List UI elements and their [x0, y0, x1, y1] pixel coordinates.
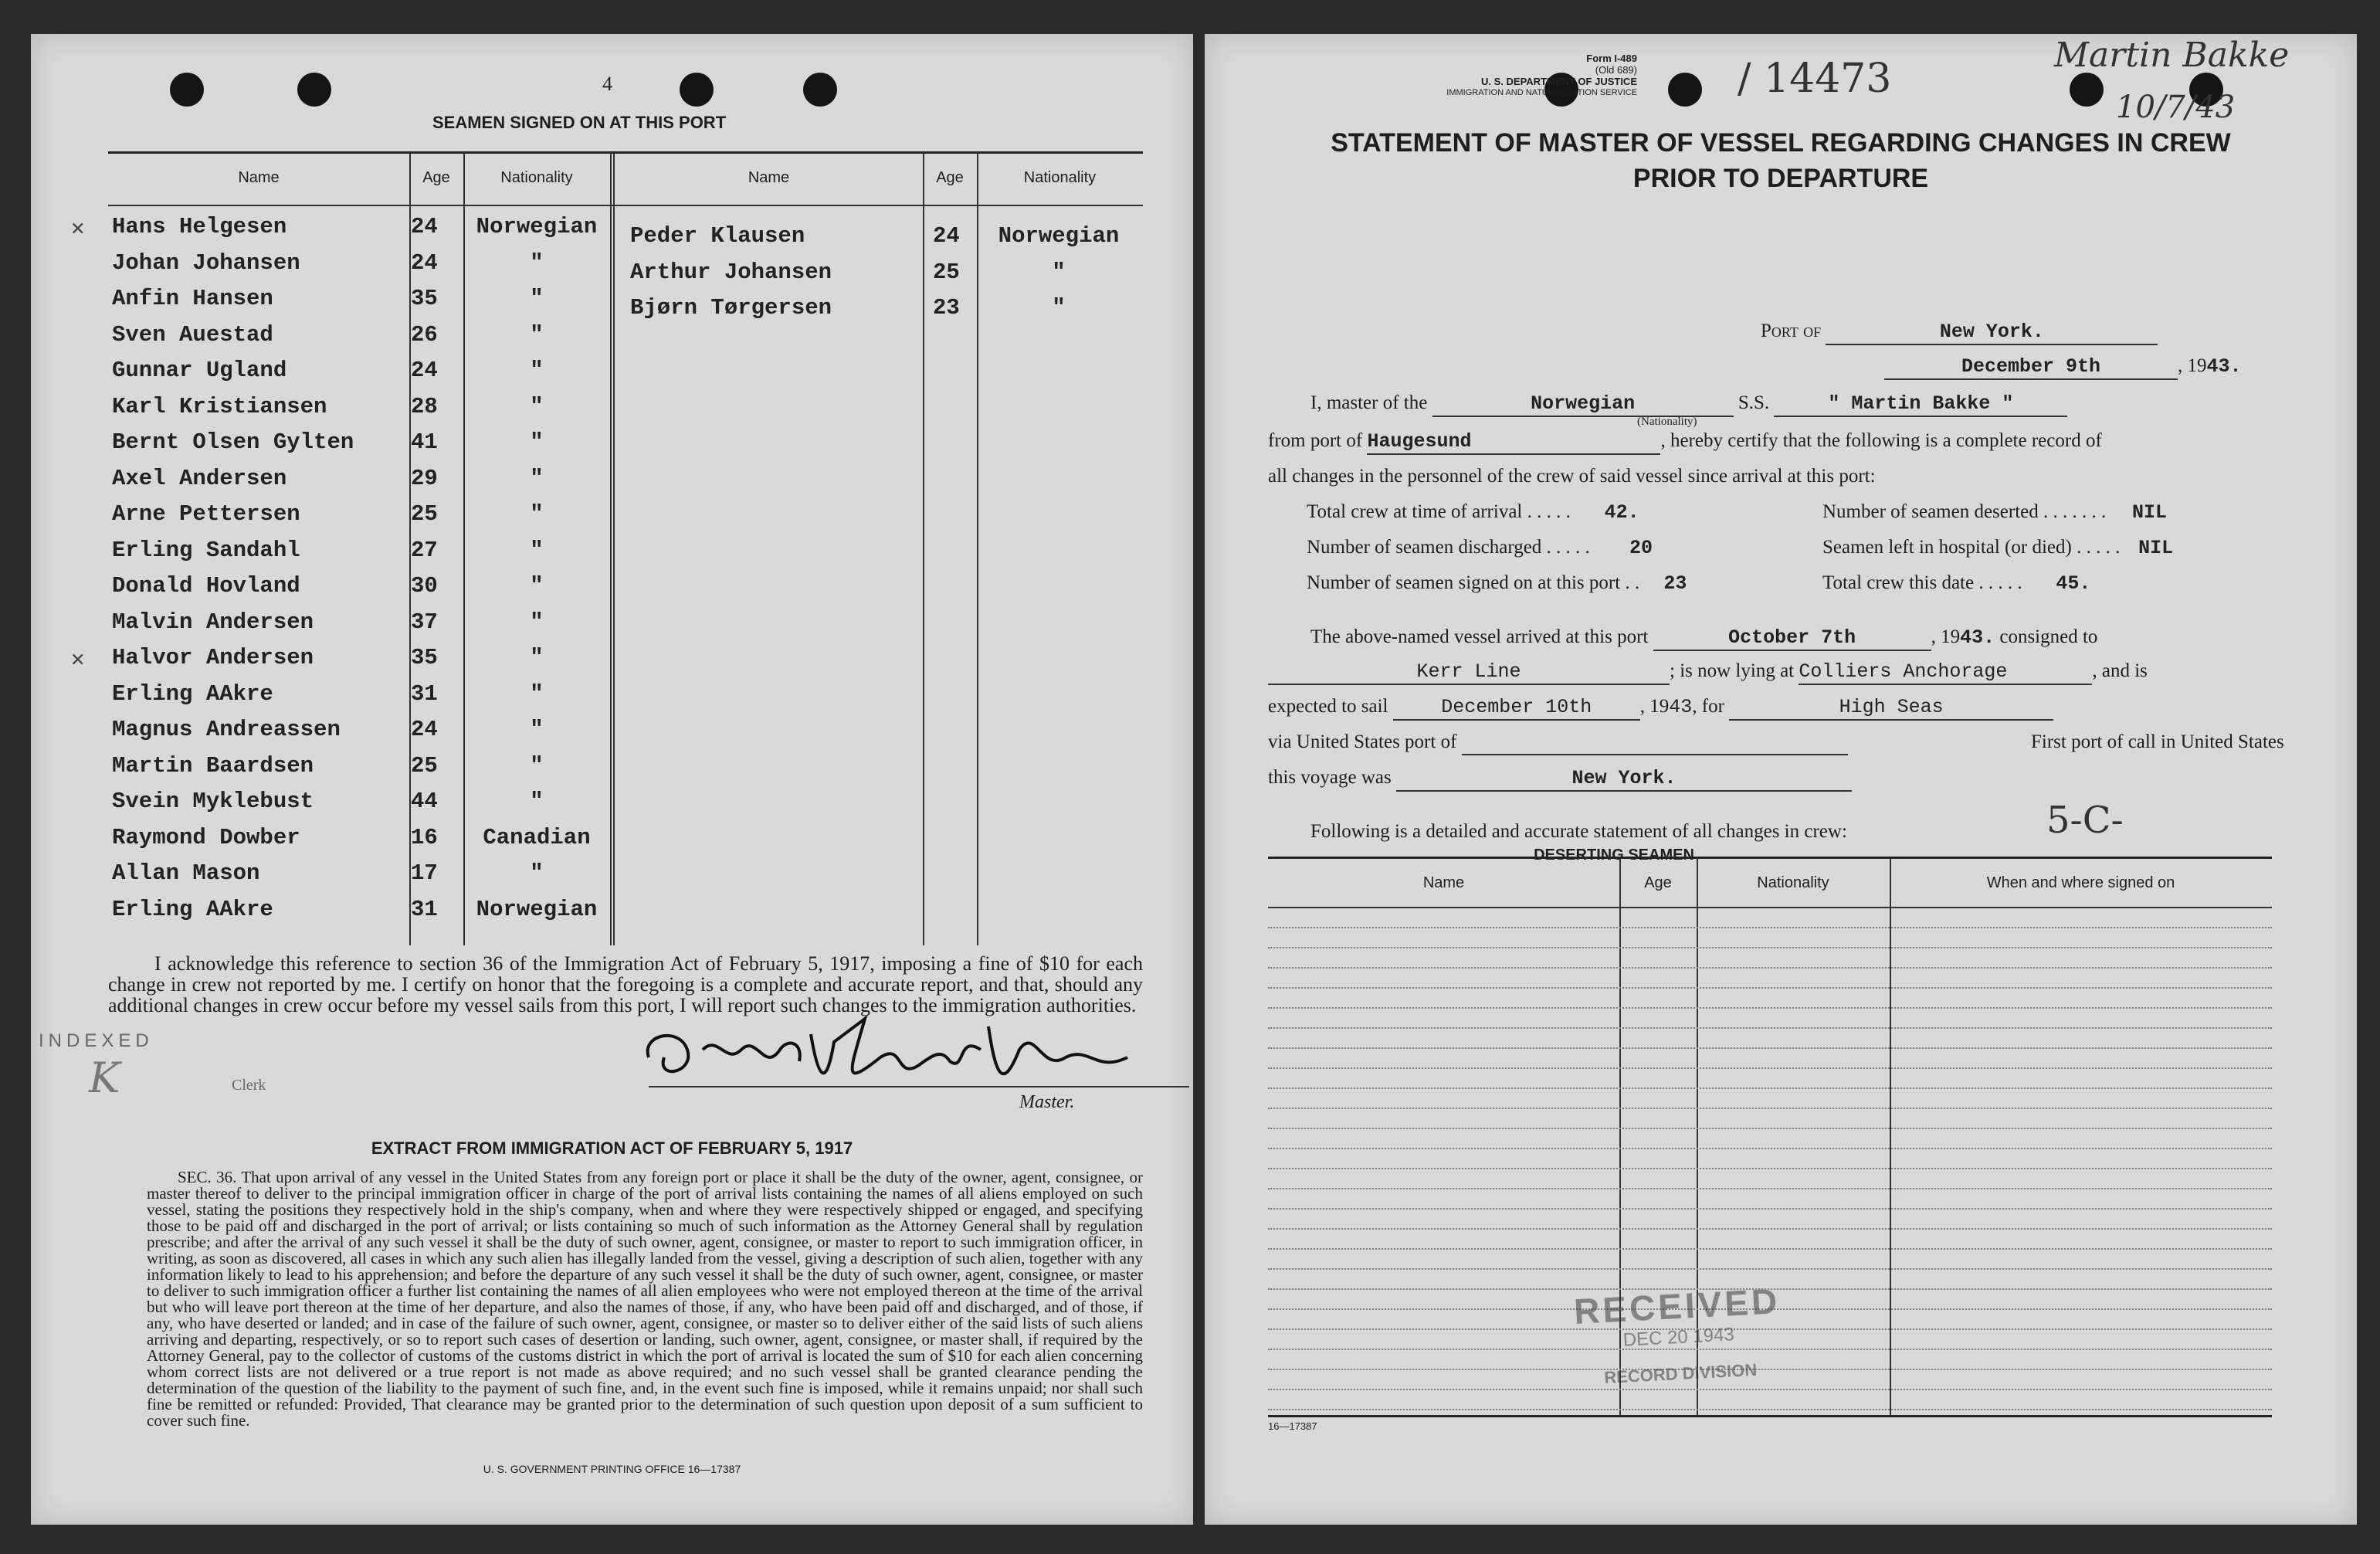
desert-row-line	[1268, 1248, 2272, 1250]
right-page: Form I-489 (Old 689) U. S. DEPARTMENT OF JUSTICE IMMIGRATION AND NATURALIZATION SERVICE / 14473 Martin Bakke 10/7/43 STATEMENT OF MASTER OF VESSEL REGARDING CHANGES IN CREW PRIOR TO DEPARTURE Port of New York. December 9th , 1943. I, master of the Norwegian S.S. " Martin Bakke " (Nationality) from port of Haugesund , hereby certify that the following is a complete record of all changes in the personnel of the crew of said vessel since arrival at this port: Total crew at time of arrival . . . . . 42. Number of seamen discharged . . . . . 20 Number of seamen signed on at this port . . 23 Number of seamen deserted . . . . . . . NIL Seamen left in hospital (or died) . . . . . NIL Total crew this date . . . . . 45. The above-named vessel arrived at this port October 7th , 1943. consigned to Kerr Line ; is now lying at Colliers Anchorage , and is expected to sail December 10th , 1943, for High Seas via United States port of First port of call in United States this voyage was New York. Following is a detailed and accurate statement of all changes in crew: 5-C- DESERTING SEAMEN Name Age Nationality When and where signed on RECEIVED DEC 20 1943 RECORD DIVISION 16—17387	[1205, 34, 2357, 1525]
crew-name: Erling Sandahl	[112, 537, 300, 563]
from-port-value: Haugesund	[1367, 430, 1660, 455]
desert-row-line	[1268, 1007, 2272, 1009]
crew-age: 35	[411, 645, 438, 670]
seamen-signed-on: 23	[1663, 572, 1687, 595]
total-crew-date: 45.	[2056, 572, 2091, 595]
crew-name: Halvor Andersen	[112, 645, 314, 670]
crew-age: 24	[933, 223, 960, 249]
crew-name: Johan Johansen	[112, 249, 300, 276]
punch-hole-icon	[297, 73, 331, 107]
crew-nationality: "	[530, 429, 544, 455]
hand-vessel-name: Martin Bakke	[2054, 36, 2290, 75]
crew-row	[108, 681, 610, 715]
seamen-discharged: 20	[1629, 537, 1653, 559]
crew-name: Hans Helgesen	[112, 214, 287, 239]
crew-name: Karl Kristiansen	[112, 393, 327, 419]
crew-nationality: "	[530, 501, 544, 527]
crew-name: Arne Pettersen	[112, 501, 300, 527]
vessel-nationality: Norwegian	[1432, 392, 1734, 417]
received-stamp: RECEIVED DEC 20 1943 RECORD DIVISION	[1573, 1280, 1785, 1389]
check-mark-icon: ✕	[71, 216, 85, 242]
seamen-signed-heading: SEAMEN SIGNED ON AT THIS PORT	[432, 113, 727, 132]
desert-row-line	[1268, 1067, 2272, 1069]
crew-name: Bernt Olsen Gylten	[112, 429, 354, 455]
form-header	[1205, 53, 1637, 99]
crew-age: 27	[411, 537, 438, 563]
crew-name: Erling AAkre	[112, 680, 273, 707]
crew-nationality: "	[1052, 295, 1066, 321]
crew-row	[615, 295, 1143, 329]
desert-row-line	[1268, 1188, 2272, 1189]
printing-office: U. S. GOVERNMENT PRINTING OFFICE 16—17387	[483, 1463, 741, 1475]
crew-age: 26	[411, 321, 438, 348]
crew-age: 44	[411, 789, 438, 814]
certify-text: all changes in the personnel of the crew of said vessel since arrival at this port:	[1268, 466, 1876, 487]
lying-at: Colliers Anchorage	[1799, 660, 2092, 685]
crew-nationality: Norwegian	[476, 214, 598, 239]
crew-name: Gunnar Ugland	[112, 358, 287, 383]
col-nationality: Nationality	[500, 169, 573, 186]
crew-name: Arthur Johansen	[630, 259, 832, 285]
desert-col-name: Name	[1422, 874, 1465, 891]
extract-title: EXTRACT FROM IMMIGRATION ACT OF FEBRUARY 5, 1917	[371, 1138, 853, 1158]
crew-name: Sven Auestad	[112, 321, 273, 348]
col-name-2: Name	[748, 169, 790, 186]
crew-age: 25	[411, 752, 438, 779]
col-name: Name	[238, 169, 280, 186]
crew-row	[108, 825, 610, 859]
sail-date: December 10th	[1393, 696, 1640, 721]
crew-row	[108, 573, 610, 607]
crew-row	[108, 286, 610, 320]
first-port-label: First port of call in United States	[2031, 731, 2284, 752]
consignee: Kerr Line	[1268, 660, 1670, 685]
crew-age: 30	[411, 573, 438, 599]
crew-row	[615, 223, 1143, 257]
received-date: DEC 20 1943	[1622, 1324, 1735, 1351]
col-nationality-2: Nationality	[1023, 169, 1097, 186]
crew-row	[108, 429, 610, 463]
crew-nationality: "	[530, 321, 544, 348]
clerk-initial: K	[89, 1054, 120, 1102]
crew-nationality: Norwegian	[998, 223, 1120, 249]
desert-row-line	[1268, 1409, 2272, 1410]
crew-name: Allan Mason	[112, 860, 260, 886]
crew-row	[108, 501, 610, 535]
punch-hole-icon	[2070, 73, 2104, 107]
form-title	[1205, 125, 2357, 196]
crew-nationality: "	[530, 286, 544, 311]
desert-row-line	[1268, 1047, 2272, 1049]
form-number: Form I-489	[1586, 53, 1637, 64]
crew-age: 24	[411, 214, 438, 239]
nationality-caption: (Nationality)	[1637, 416, 1697, 428]
desert-col-signed-on: When and where signed on	[1986, 874, 2175, 891]
crew-age: 23	[933, 295, 960, 321]
crew-age: 31	[411, 896, 438, 922]
master-of-label: I, master of the	[1310, 392, 1428, 413]
crew-nationality: Canadian	[483, 824, 591, 850]
crew-age: 35	[411, 286, 438, 311]
crew-name: Donald Hovland	[112, 573, 300, 599]
desert-row-line	[1268, 1087, 2272, 1089]
desert-row-line	[1268, 1128, 2272, 1129]
crew-age: 28	[411, 393, 438, 419]
acknowledgement-text: I acknowledge this reference to section 36 of the Immigration Act of February 5, 1917, imposing a fine of $10 for each change in crew not reported by me. I certify on honor that the foregoing is a complete and accurate report, and that, should any additional changes in crew occur before my vessel sails from this port, I will report such changes to the immigration authorities.	[108, 952, 1143, 1016]
crew-nationality: "	[530, 358, 544, 383]
desert-row-line	[1268, 947, 2272, 948]
crew-name: Raymond Dowber	[112, 824, 300, 850]
crew-nationality: "	[530, 860, 544, 886]
crew-age: 29	[411, 465, 438, 491]
desert-row-line	[1268, 1268, 2272, 1270]
desert-row-line	[1268, 1108, 2272, 1109]
desert-row-line	[1268, 967, 2272, 969]
crew-row	[71, 645, 610, 679]
crew-row	[108, 358, 610, 392]
crew-nationality: "	[530, 645, 544, 670]
total-crew-arrival: 42.	[1604, 501, 1639, 524]
title-line-1: STATEMENT OF MASTER OF VESSEL REGARDING CHANGES IN CREW	[1331, 128, 2231, 158]
col-age: Age	[422, 169, 450, 186]
page-number: 4	[602, 73, 612, 95]
title-line-2: PRIOR TO DEPARTURE	[1632, 164, 1929, 193]
crew-name: Malvin Andersen	[112, 609, 314, 635]
crew-row	[108, 753, 610, 787]
desert-row-line	[1268, 1168, 2272, 1169]
desert-row-line	[1268, 1027, 2272, 1029]
crew-age: 24	[411, 358, 438, 383]
crew-nationality: "	[1052, 259, 1066, 285]
master-label: Master.	[1019, 1092, 1075, 1112]
crew-nationality: "	[530, 249, 544, 276]
hand-note: 5-C-	[2046, 799, 2124, 842]
crew-row	[108, 394, 610, 428]
crew-row	[108, 609, 610, 643]
col-age-2: Age	[936, 169, 964, 186]
statement-year: 43.	[2206, 355, 2242, 378]
indexed-stamp: INDEXED	[39, 1030, 154, 1051]
destination: High Seas	[1729, 696, 2053, 721]
crew-age: 17	[411, 860, 438, 886]
crew-row	[108, 250, 610, 284]
crew-age: 25	[933, 259, 960, 285]
port-value: New York.	[1826, 321, 2158, 345]
crew-nationality: "	[530, 680, 544, 707]
crew-nationality: "	[530, 789, 544, 814]
crew-age: 37	[411, 609, 438, 635]
punch-hole-icon	[1668, 73, 1702, 107]
port-label: Port of	[1761, 321, 1822, 341]
crew-row	[108, 789, 610, 823]
desert-row-line	[1268, 1389, 2272, 1390]
first-port-value: New York.	[1396, 767, 1852, 792]
form-footer: 16—17387	[1268, 1420, 1317, 1432]
crew-age: 41	[411, 429, 438, 455]
statement-date: December 9th	[1884, 355, 2178, 380]
punch-hole-icon	[803, 73, 837, 107]
crew-name: Anfin Hansen	[112, 286, 273, 311]
desert-row-line	[1268, 1228, 2272, 1230]
crew-age: 25	[411, 501, 438, 527]
from-port-label: from port of	[1268, 430, 1363, 451]
crew-nationality: Norwegian	[476, 896, 598, 922]
punch-hole-icon	[170, 73, 204, 107]
crew-row	[108, 322, 610, 356]
crew-row	[108, 860, 610, 894]
file-number: / 14473	[1738, 56, 1892, 102]
check-mark-icon: ✕	[71, 647, 85, 673]
master-signature	[633, 1003, 1205, 1104]
desert-col-age: Age	[1644, 874, 1672, 891]
deserting-heading: DESERTING SEAMEN	[1534, 847, 1694, 864]
crew-nationality: "	[530, 573, 544, 599]
crew-name: Bjørn Tørgersen	[630, 295, 832, 321]
crew-nationality: "	[530, 465, 544, 491]
crew-row	[108, 538, 610, 572]
sail-year: 43	[1669, 696, 1693, 718]
desert-col-nationality: Nationality	[1757, 874, 1829, 891]
punch-hole-icon	[680, 73, 714, 107]
clerk-label: Clerk	[232, 1077, 266, 1094]
crew-age: 31	[411, 680, 438, 707]
crew-nationality: "	[530, 537, 544, 563]
crew-row	[71, 214, 610, 248]
seamen-hospital: NIL	[2138, 537, 2174, 559]
vessel-name: " Martin Bakke "	[1774, 392, 2067, 417]
crew-nationality: "	[530, 393, 544, 419]
crew-age: 16	[411, 824, 438, 850]
crew-age: 24	[411, 249, 438, 276]
arrival-date: October 7th	[1653, 626, 1931, 651]
department: U. S. DEPARTMENT OF JUSTICE	[1481, 76, 1637, 87]
crew-row	[108, 897, 610, 931]
crew-age: 24	[411, 717, 438, 742]
crew-name: Martin Baardsen	[112, 752, 314, 779]
extract-text: SEC. 36. That upon arrival of any vessel in the United States from any foreign port or place it shall be the duty of the owner, agent, consignee, or master thereof to deliver to the principal immigration officer in charge of the port of arrival lists containing the names of all aliens employed on such vessel, stating the positions they respectively hold in the ship's company, when and where they were respectively shipped or engaged, and specifying those to be paid off and discharged in the port of arrival; or lists containing so much of such information as the Attorney General shall by regulation prescribe; and after the arrival of any such vessel it shall be the duty of such owner, agent, consignee, or master to report to such immigration officer, in writing, as soon as discovered, all cases in which any such alien has illegally landed from the vessel, giving a description of such alien, together with any information likely to lead to his apprehension; and before the departure of any such vessel it shall be the duty of such owner, agent, consignee, or master to deliver to such immigration officer a further list containing the names of all alien employees who were not employed thereon at the time of the arrival but who will leave port thereon at the time of her departure, and also the names of those, if any, who have been paid off and discharged, and of those, if any, who have deserted or landed; and in case of the failure of such owner, agent, consignee, or master so to deliver either of the said lists of such aliens arriving and departing, respectively, or so to report such cases of desertion or landing, such owner, agent, consignee, or master shall, if required by the Attorney General, pay to the collector of customs of the customs district in which the port of arrival is located the sum of $10 for each alien concerning whom correct lists are not delivered or a true report is not made as above required; and no such vessel shall be granted clearance pending the determination of the question of the liability to the payment of such fine, and, in the event such fine is imposed, while it remains unpaid; nor shall such fine be remitted or refunded: Provided, That clearance may be granted prior to the determination of such question upon deposit of a sum sufficient to cover such fine.	[147, 1168, 1143, 1430]
crew-table	[71, 151, 1143, 945]
crew-nationality: "	[530, 609, 544, 635]
crew-row	[108, 717, 610, 751]
desert-row-line	[1268, 1208, 2272, 1210]
crew-name: Peder Klausen	[630, 223, 805, 249]
left-page	[31, 34, 1193, 1525]
crew-row	[108, 466, 610, 500]
crew-row	[615, 260, 1143, 293]
hand-date: 10/7/43	[2116, 90, 2236, 125]
crew-nationality: "	[530, 752, 544, 779]
desert-row-line	[1268, 1148, 2272, 1149]
crew-name: Erling AAkre	[112, 896, 273, 922]
crew-nationality: "	[530, 717, 544, 742]
crew-name: Magnus Andreassen	[112, 717, 341, 742]
desert-row-line	[1268, 927, 2272, 928]
crew-name: Axel Andersen	[112, 465, 287, 491]
service: IMMIGRATION AND NATURALIZATION SERVICE	[1446, 88, 1637, 97]
desert-row-line	[1268, 987, 2272, 989]
arrival-year: 43.	[1960, 626, 1995, 649]
seamen-deserted: NIL	[2131, 501, 2167, 524]
following-text: Following is a detailed and accurate statement of all changes in crew:	[1310, 821, 1847, 842]
record-division: RECORD DIVISION	[1603, 1359, 1758, 1388]
crew-name: Svein Myklebust	[112, 789, 314, 814]
old-form-number: (Old 689)	[1595, 64, 1637, 76]
